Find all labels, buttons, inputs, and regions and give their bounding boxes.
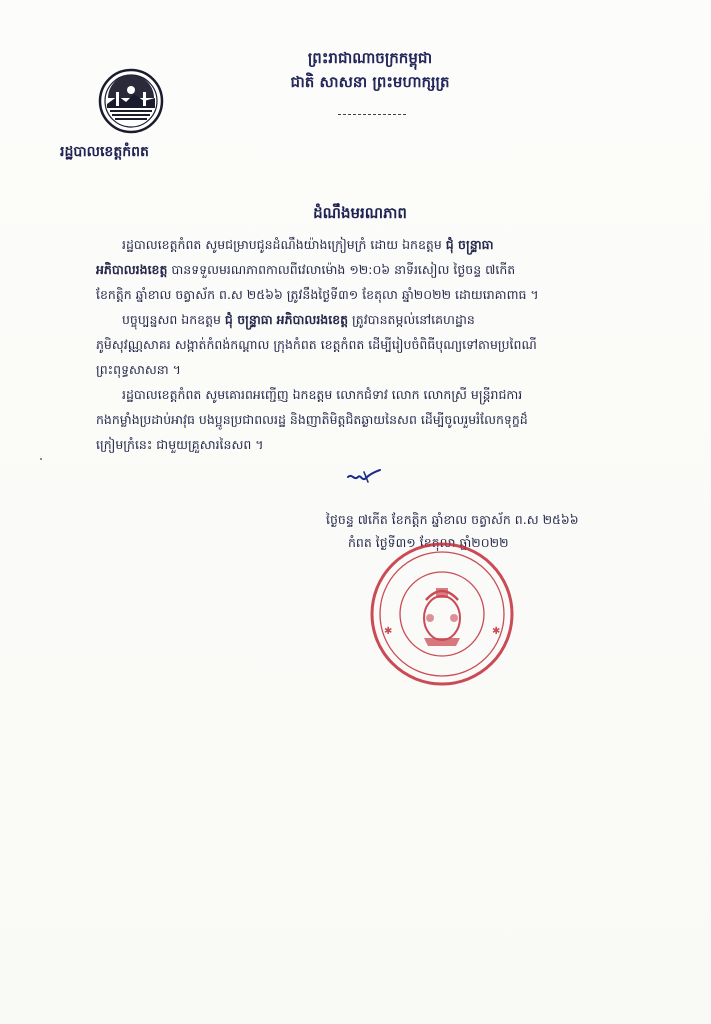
paragraph-invitation	[96, 382, 641, 457]
paragraph-line	[96, 257, 641, 282]
text-run: ត្រូវបានតម្កល់នៅគេហដ្ឋាន	[348, 312, 475, 327]
text-run: បានទទួលមរណភាពកាលពីវេលាម៉ោង ១២:០៦ នាទីរសៀល ថ្ងៃចន្ទ ៧កើត	[167, 262, 516, 277]
paragraph-line	[96, 282, 641, 307]
paragraph-line	[96, 432, 641, 457]
paragraph-line	[96, 332, 641, 357]
paragraph-line	[96, 407, 641, 432]
handwritten-signature-icon	[344, 468, 384, 488]
paragraph-announcement	[96, 232, 641, 307]
scan-speck	[40, 458, 42, 460]
administration-name: រដ្ឋបាលខេត្តកំពត	[60, 144, 149, 160]
motto-line-nation: ជាតិ សាសនា ព្រះមហាក្សត្រ	[290, 73, 450, 91]
text-run: បច្ចុប្បន្នសព ឯកឧត្តម	[122, 312, 225, 327]
official-seal-icon	[366, 538, 518, 690]
deceased-name: ជុំ ចន្ទ្រាធា	[445, 237, 494, 252]
text-run: ក្រៀមក្រំនេះ ជាមួយគ្រួសារនៃសព ។	[96, 437, 264, 452]
svg-text:✱: ✱	[384, 626, 393, 637]
text-run: ព្រះពុទ្ធសាសនា ។	[96, 362, 181, 377]
lunar-date: ថ្ងៃចន្ទ ៧កើត ខែកត្តិក ឆ្នាំខាល ចត្វាស័ក ព.ស ២៥៦៦	[326, 512, 579, 527]
paragraph-line	[96, 357, 641, 382]
text-run: កងកម្លាំងប្រដាប់អាវុធ បងប្អូនប្រជាពលរដ្ឋ និងញាតិមិត្តជិតឆ្ងាយនៃសព ដើម្បីចូលរួមរំលែកទុក្ខដ៏	[96, 412, 528, 427]
paragraph-funeral-location	[96, 307, 641, 382]
deceased-title: អភិបាលរងខេត្ត	[276, 312, 349, 327]
gregorian-date: កំពត ថ្ងៃទី៣១ ខែតុលា ឆ្នាំ២០២២	[348, 535, 509, 550]
text-run: រដ្ឋបាលខេត្តកំពត សូមជម្រាបជូនដំណឹងយ៉ាងក្រៀមក្រំ ដោយ ឯកឧត្តម	[122, 237, 446, 252]
text-run: រដ្ឋបាលខេត្តកំពត សូមគោរពអញ្ជើញ ឯកឧត្តម លោកជំទាវ លោក លោកស្រី មន្ត្រីរាជការ	[122, 387, 523, 402]
document-title: ដំណឹងមរណភាព	[313, 204, 407, 222]
motto-line-kingdom: ព្រះរាជាណាចក្រកម្ពុជា	[307, 49, 433, 67]
document-body	[96, 232, 641, 457]
kingdom-motto	[270, 46, 470, 94]
paragraph-line	[96, 232, 641, 257]
provincial-emblem-icon	[98, 68, 164, 134]
paragraph-line	[96, 307, 641, 332]
deceased-name: ជុំ ចន្ទ្រាធា	[224, 312, 273, 327]
text-run: ភូមិសុវណ្ណសាគរ សង្កាត់កំពង់កណ្តាល ក្រុងកំពត ខេត្តកំពត ដើម្បីរៀបចំពិធីបុណ្យទៅតាមប្រពៃណី	[96, 337, 537, 352]
paragraph-line	[96, 382, 641, 407]
svg-text:✱: ✱	[492, 626, 501, 637]
motto-divider	[338, 114, 406, 117]
deceased-title: អភិបាលរងខេត្ត	[96, 262, 168, 277]
text-run: ខែកត្តិក ឆ្នាំខាល ចត្វាស័ក ព.ស ២៥៦៦ ត្រូវនឹងថ្ងៃទី៣១ ខែតុលា ឆ្នាំ២០២២ ដោយរោគាពាធ ។	[96, 287, 539, 302]
